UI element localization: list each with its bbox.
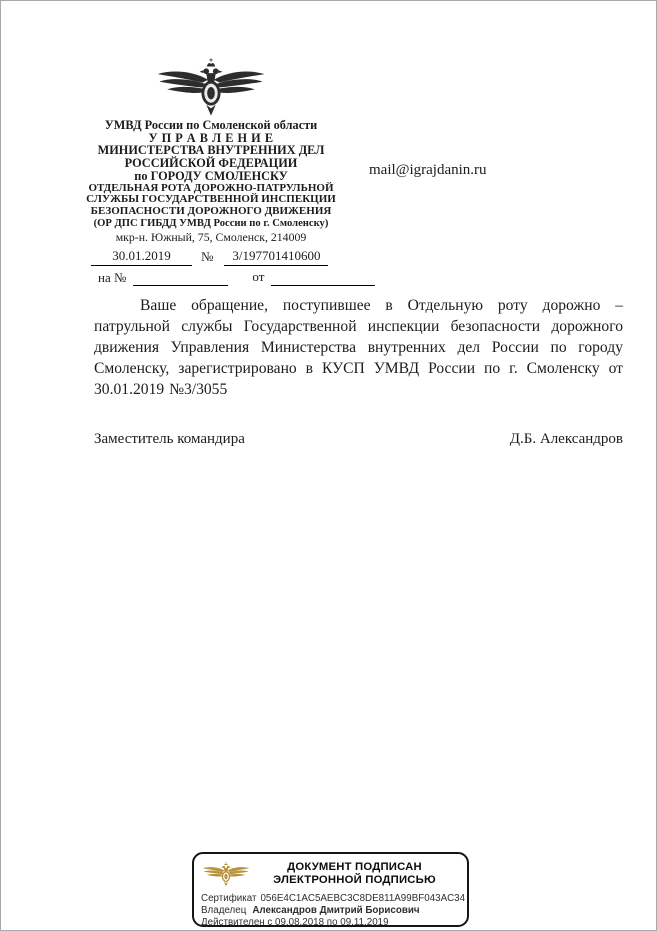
mvd-eagle-emblem-icon	[152, 55, 270, 117]
document-number: 3/197701410600	[224, 248, 328, 266]
from-blank-field	[271, 284, 375, 286]
org-upravlenie-line: У П Р А В Л Е Н И Е	[148, 130, 274, 145]
mvd-eagle-emblem-gold-icon	[201, 858, 251, 889]
org-city-line: по ГОРОДУ СМОЛЕНСКУ	[134, 168, 288, 183]
on-number-label: на №	[98, 270, 127, 285]
document-date: 30.01.2019	[91, 248, 192, 266]
body-paragraph: Ваше обращение, поступившее в Отдельную роту дорожно – патрульной службы Государственной инспекции безопасности дорожного движения Управления Министерства внутренних дел России по городу Смоленску, зарегистрировано в КУСП УМВД России по г. Смоленску от 30.01.2019 №3/3055	[94, 297, 623, 398]
stamp-validity-line: Действителен с 09.08.2018 по 09.11.2019	[201, 917, 389, 928]
org-address: мкр-н. Южный, 75, Смоленск, 214009	[115, 229, 307, 244]
recipient-email: mail@igrajdanin.ru	[369, 162, 487, 178]
from-label: от	[252, 269, 265, 284]
stamp-owner-line	[201, 905, 458, 917]
reference-row-date-number	[91, 248, 328, 266]
owner-label: Владелец	[201, 905, 247, 916]
stamp-header	[201, 857, 458, 890]
org-unit-line-3: БЕЗОПАСНОСТИ ДОРОЖНОГО ДВИЖЕНИЯ	[90, 205, 332, 218]
org-umvd-region-line: УМВД России по Смоленской области	[104, 118, 318, 132]
digital-signature-stamp	[192, 852, 469, 927]
certificate-value: 056E4C1AC5AEBC3C8DE811A99BF043AC34	[260, 893, 466, 904]
reference-row-reply	[98, 269, 375, 286]
signer-name: Д.Б. Александров	[509, 431, 623, 447]
certificate-label: Сертификат	[201, 893, 257, 904]
stamp-certificate-line	[201, 893, 466, 905]
on-number-blank-field	[133, 284, 228, 286]
org-abbreviation-line: (ОР ДПС ГИБДД УМВД России по г. Смоленску)	[93, 217, 329, 229]
org-unit-line-2: СЛУЖБЫ ГОСУДАРСТВЕННОЙ ИНСПЕКЦИИ	[86, 193, 336, 206]
stamp-title-line2: ЭЛЕКТРОННОЙ ПОДПИСЬЮ	[273, 873, 436, 886]
org-ministry-line: МИНИСТЕРСТВА ВНУТРЕННИХ ДЕЛ	[97, 143, 325, 158]
letterhead	[76, 55, 346, 244]
stamp-title	[251, 861, 458, 887]
signature-row	[94, 431, 623, 448]
signer-position: Заместитель командира	[94, 431, 245, 447]
org-unit-line-1: ОТДЕЛЬНАЯ РОТА ДОРОЖНО-ПАТРУЛЬНОЙ	[88, 181, 334, 194]
owner-name: Александров Дмитрий Борисович	[252, 905, 420, 916]
org-federation-line: РОССИЙСКОЙ ФЕДЕРАЦИИ	[124, 156, 298, 171]
number-sign: №	[201, 249, 214, 264]
stamp-title-line1: ДОКУМЕНТ ПОДПИСАН	[287, 860, 422, 873]
